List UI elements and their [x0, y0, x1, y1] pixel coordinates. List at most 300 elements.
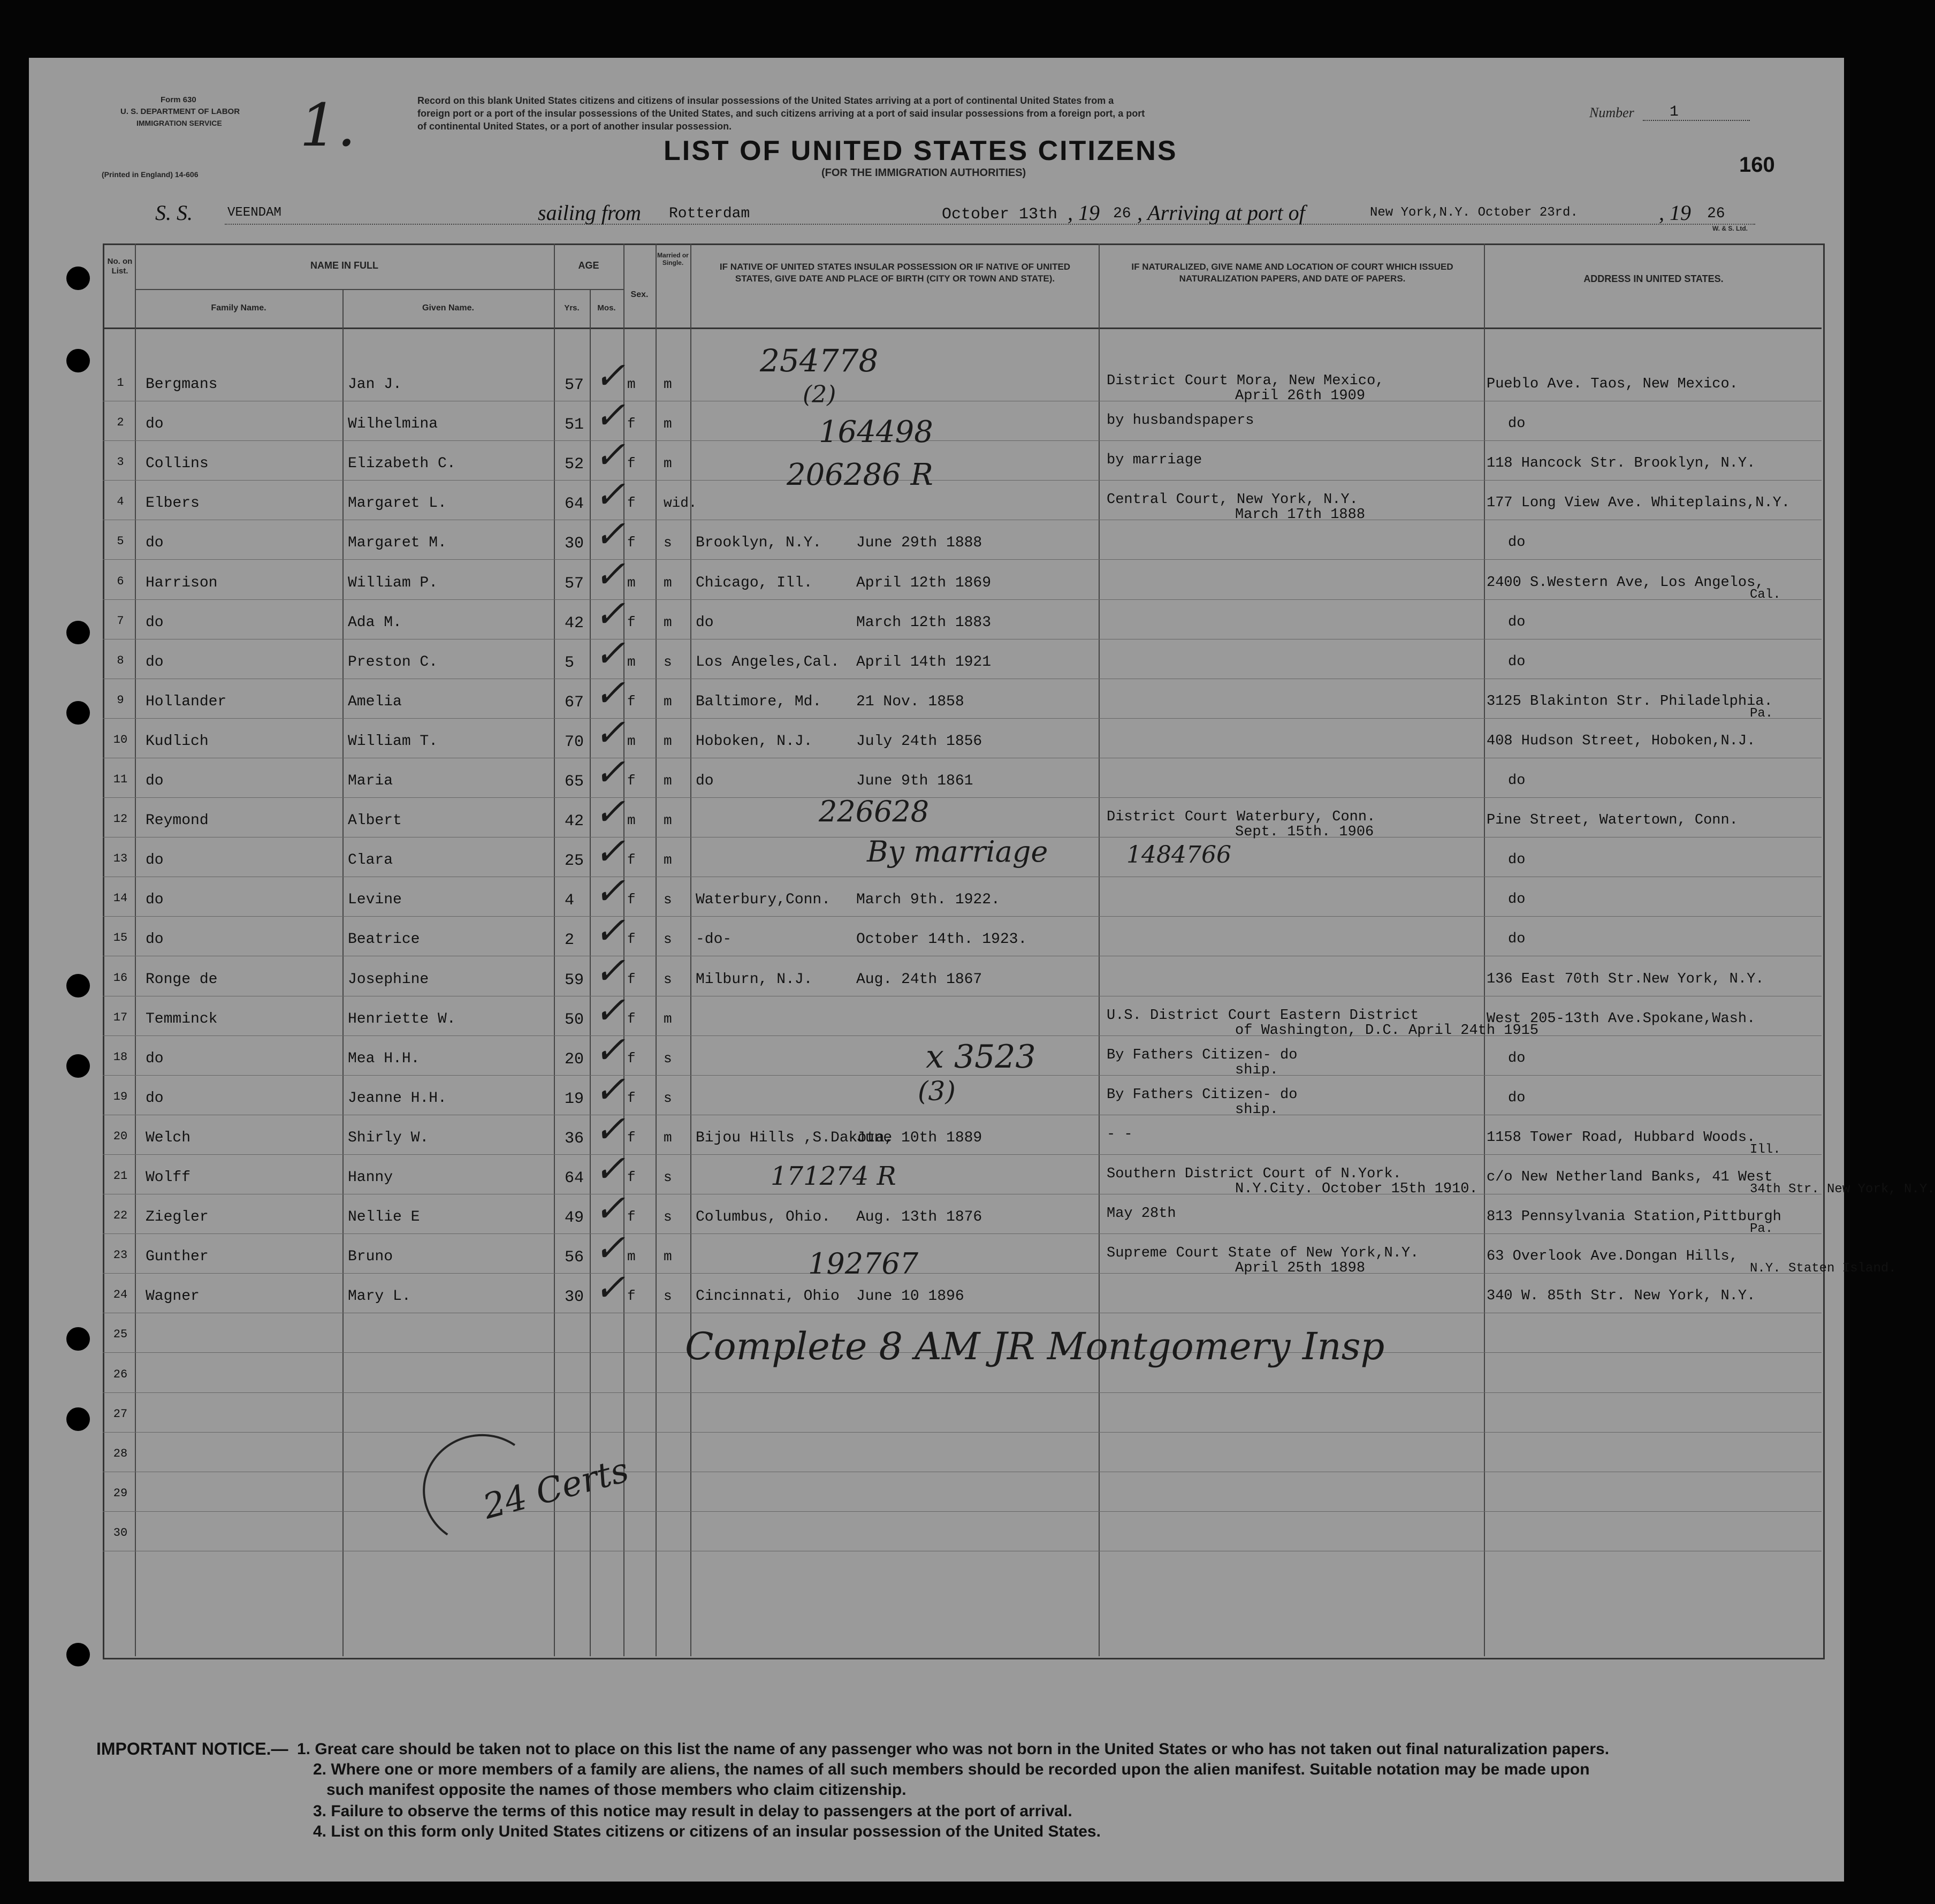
family-name: do — [146, 1050, 164, 1067]
sex: m — [627, 1248, 636, 1265]
punch-hole — [66, 1327, 90, 1351]
family-name: Hollander — [146, 693, 227, 710]
service: IMMIGRATION SERVICE — [136, 119, 222, 127]
marital-status: m — [664, 455, 672, 472]
given-name: Ada M. — [348, 614, 402, 631]
checkmark: ✓ — [594, 393, 626, 438]
checkmark: ✓ — [594, 1107, 626, 1151]
naturalization-date: March 17th 1888 — [1235, 507, 1366, 523]
age-years: 19 — [565, 1090, 584, 1108]
marital-status: s — [664, 892, 672, 908]
handwritten-note: By marriage — [867, 835, 1048, 869]
checkmark: ✓ — [594, 473, 626, 517]
page-title: LIST OF UNITED STATES CITIZENS — [664, 135, 1178, 166]
address: do — [1508, 1050, 1526, 1067]
number-value: 1 — [1670, 104, 1679, 120]
given-name: Maria — [348, 773, 393, 789]
birth-date: June 10 1896 — [856, 1288, 964, 1305]
ship-line-underline — [225, 224, 1755, 225]
column-divider — [656, 243, 657, 1656]
col-header-yrs: Yrs. — [564, 303, 580, 313]
age-years: 52 — [565, 455, 584, 474]
given-name: Bruno — [348, 1248, 393, 1266]
column-divider — [135, 243, 136, 1656]
birth-date: June 29th 1888 — [856, 535, 982, 552]
address: do — [1508, 535, 1526, 551]
birth-place: Chicago, Ill. — [696, 574, 813, 591]
sex: f — [627, 1169, 636, 1185]
row-number: 10 — [113, 733, 128, 747]
address-continued: Cal. — [1750, 587, 1781, 602]
naturalization-court: District Court Mora, New Mexico, — [1107, 373, 1384, 389]
naturalization-court: - - — [1107, 1126, 1133, 1143]
row-number: 27 — [113, 1407, 128, 1421]
address: Pine Street, Watertown, Conn. — [1487, 812, 1738, 829]
notice-item: 2. Where one or more members of a family are aliens, the names of all such members should be recorded upon the alien manifest. Suitable notation may be made upon — [313, 1761, 1590, 1778]
handwritten-cert-number: 206286 R — [787, 458, 933, 492]
row-number: 29 — [113, 1486, 128, 1500]
family-name: Harrison — [146, 574, 218, 591]
naturalization-court: By Fathers Citizen- do — [1107, 1047, 1298, 1063]
address: 813 Pennsylvania Station,Pittburgh — [1487, 1209, 1781, 1225]
sex: f — [627, 1050, 636, 1067]
sex: f — [627, 416, 636, 432]
notice-label: IMPORTANT NOTICE.— — [96, 1739, 288, 1758]
subheader-rule — [135, 289, 623, 290]
handwritten-cert-number: x 3523 — [926, 1038, 1036, 1076]
address-continued: N.Y. Staten Island. — [1750, 1261, 1896, 1276]
family-name: Reymond — [146, 812, 209, 829]
punch-hole — [66, 266, 90, 290]
table-row-rule — [103, 599, 1822, 600]
checkmark: ✓ — [594, 948, 626, 993]
age-years: 57 — [565, 376, 584, 394]
address: c/o New Netherland Banks, 41 West — [1487, 1169, 1773, 1185]
marital-status: m — [664, 1129, 672, 1146]
print-info: (Printed in England) 14-606 — [102, 170, 199, 179]
given-name: Shirly W. — [348, 1129, 429, 1146]
table-row-rule — [103, 1432, 1822, 1433]
sailing-port: Rotterdam — [669, 205, 750, 222]
naturalization-court: Central Court, New York, N.Y. — [1107, 492, 1358, 508]
instruction-line-3: of continental United States, or a port of another insular possession. — [417, 121, 732, 132]
table-header-rule — [103, 328, 1822, 329]
address: do — [1508, 614, 1526, 630]
checkmark: ✓ — [594, 1067, 626, 1111]
age-years: 51 — [565, 416, 584, 435]
birth-date: June 9th 1861 — [856, 773, 973, 789]
arrival-year: 26 — [1707, 205, 1725, 222]
birth-date: April 12th 1869 — [856, 574, 992, 591]
family-name: Bergmans — [146, 376, 218, 393]
column-divider — [1484, 243, 1485, 1656]
col-header-given: Given Name. — [422, 303, 474, 313]
row-number: 22 — [113, 1209, 128, 1223]
naturalization-court: May 28th — [1107, 1206, 1176, 1222]
row-number: 23 — [113, 1248, 128, 1262]
table-row-rule — [103, 1154, 1822, 1155]
family-name: do — [146, 773, 164, 789]
naturalization-court: by marriage — [1107, 452, 1202, 469]
sex: f — [627, 495, 636, 512]
sex: f — [627, 455, 636, 472]
handwritten-cert-number: 171274 R — [771, 1161, 896, 1191]
row-number: 13 — [113, 852, 128, 866]
marital-status: s — [664, 653, 672, 670]
naturalization-court: Supreme Court State of New York,N.Y. — [1107, 1245, 1419, 1262]
row-number: 18 — [113, 1050, 128, 1064]
sex: f — [627, 693, 636, 710]
depart-date: October 13th — [942, 205, 1058, 224]
age-years: 64 — [565, 495, 584, 514]
row-number: 8 — [117, 653, 124, 667]
row-number: 20 — [113, 1129, 128, 1143]
age-years: 42 — [565, 812, 584, 831]
family-name: do — [146, 852, 164, 869]
col-header-family: Family Name. — [211, 303, 266, 313]
ss-label: S. S. — [155, 201, 193, 225]
age-years: 25 — [565, 852, 584, 871]
family-name: do — [146, 892, 164, 909]
given-name: Wilhelmina — [348, 416, 438, 433]
family-name: do — [146, 614, 164, 631]
handwritten-cert-count: 24 Certs — [479, 1450, 633, 1527]
address: do — [1508, 1090, 1526, 1106]
col-header-mos: Mos. — [597, 303, 616, 313]
family-name: Welch — [146, 1129, 191, 1146]
given-name: Preston C. — [348, 653, 438, 671]
punch-hole — [66, 1643, 90, 1666]
given-name: Elizabeth C. — [348, 455, 456, 473]
column-divider — [342, 289, 344, 1656]
given-name: Jeanne H.H. — [348, 1090, 447, 1107]
age-years: 57 — [565, 574, 584, 593]
address: 63 Overlook Ave.Dongan Hills, — [1487, 1248, 1738, 1265]
row-number: 4 — [117, 495, 124, 509]
number-label: Number — [1589, 105, 1634, 120]
given-name: Hanny — [348, 1169, 393, 1186]
naturalization-date: April 25th 1898 — [1235, 1260, 1366, 1277]
handwritten-cert-number: 226628 — [819, 795, 930, 828]
column-divider — [590, 289, 591, 1656]
col-header-age: AGE — [578, 260, 599, 271]
naturalization-date: ship. — [1235, 1062, 1279, 1078]
table-row-rule — [103, 916, 1822, 917]
given-name: Jan J. — [348, 376, 402, 393]
birth-place: Los Angeles,Cal. — [696, 653, 840, 671]
arrival-port: New York,N.Y. October 23rd. — [1370, 205, 1578, 220]
checkmark: ✓ — [594, 552, 626, 596]
column-divider — [690, 243, 691, 1656]
marital-status: m — [664, 614, 672, 630]
family-name: Gunther — [146, 1248, 209, 1266]
given-name: Mea H.H. — [348, 1050, 420, 1067]
birth-place: Milburn, N.J. — [696, 971, 813, 988]
checkmark: ✓ — [594, 790, 626, 834]
instruction-line-2: foreign port or a port of the insular possessions of the United States, and such citizens arriving at a port of said insular possessions from a foreign port, a port — [417, 108, 1145, 119]
given-name: William T. — [348, 733, 438, 750]
address-continued: Ill. — [1750, 1142, 1781, 1157]
sex: f — [627, 931, 636, 948]
row-number: 9 — [117, 693, 124, 707]
table-row-rule — [103, 1233, 1822, 1234]
birth-place: do — [696, 773, 714, 789]
list-mark: 1. — [300, 91, 356, 159]
given-name: Levine — [348, 892, 402, 909]
birth-date: March 9th. 1922. — [856, 892, 1000, 909]
col-header-no: No. on List. — [107, 257, 133, 276]
birth-date: March 12th 1883 — [856, 614, 992, 631]
col-header-sex: Sex. — [630, 290, 649, 299]
naturalization-date: Sept. 15th. 1906 — [1235, 824, 1374, 841]
naturalization-date: of Washington, D.C. April 24th 1915 — [1235, 1022, 1539, 1039]
family-name: Ronge de — [146, 971, 218, 988]
row-number: 25 — [113, 1328, 128, 1342]
sex: f — [627, 614, 636, 630]
family-name: do — [146, 1090, 164, 1107]
table-row-rule — [103, 1273, 1822, 1274]
naturalization-court: By Fathers Citizen- do — [1107, 1086, 1298, 1103]
family-name: do — [146, 535, 164, 552]
marital-status: s — [664, 1050, 672, 1067]
arriving-label: , Arriving at port of — [1137, 201, 1305, 225]
age-years: 30 — [565, 535, 584, 553]
given-name: Beatrice — [348, 931, 420, 948]
row-number: 14 — [113, 892, 128, 905]
age-years: 20 — [565, 1050, 584, 1069]
sailing-label: sailing from — [538, 201, 641, 225]
age-years: 4 — [565, 892, 575, 910]
marital-status: m — [664, 773, 672, 789]
marital-status: m — [664, 852, 672, 869]
address: 3125 Blakinton Str. Philadelphia. — [1487, 693, 1773, 710]
address-continued: Pa. — [1750, 706, 1773, 721]
punch-hole — [66, 1054, 90, 1078]
table-row-rule — [103, 1392, 1822, 1393]
checkmark: ✓ — [594, 354, 626, 398]
age-years: 30 — [565, 1288, 584, 1307]
family-name: do — [146, 416, 164, 433]
marital-status: m — [664, 812, 672, 829]
given-name: Clara — [348, 852, 393, 869]
sex: m — [627, 376, 636, 392]
notice-item: 1. Great care should be taken not to place on this list the name of any passenger who was not born in the United States or who has not taken out final naturalization papers. — [297, 1740, 1610, 1758]
sex: m — [627, 733, 636, 749]
age-years: 42 — [565, 614, 584, 633]
birth-date: October 14th. 1923. — [856, 931, 1027, 948]
address: West 205-13th Ave.Spokane,Wash. — [1487, 1010, 1756, 1027]
age-years: 49 — [565, 1209, 584, 1228]
row-number: 16 — [113, 971, 128, 985]
birth-place: Waterbury,Conn. — [696, 892, 831, 909]
table-row-rule — [103, 1511, 1822, 1512]
sex: f — [627, 773, 636, 789]
age-years: 67 — [565, 693, 584, 712]
handwritten-cert-number: 1484766 — [1126, 841, 1231, 869]
birth-place: Hoboken, N.J. — [696, 733, 813, 750]
page-subtitle: (FOR THE IMMIGRATION AUTHORITIES) — [821, 167, 1026, 179]
given-name: Mary L. — [348, 1288, 411, 1305]
given-name: Josephine — [348, 971, 429, 988]
marital-status: s — [664, 1090, 672, 1106]
naturalization-date: April 26th 1909 — [1235, 388, 1366, 404]
sex: f — [627, 852, 636, 869]
age-years: 65 — [565, 773, 584, 791]
marital-status: m — [664, 574, 672, 591]
marital-status: s — [664, 1288, 672, 1305]
checkmark: ✓ — [594, 591, 626, 636]
sex: f — [627, 1209, 636, 1225]
marital-status: m — [664, 376, 672, 392]
naturalization-court: U.S. District Court Eastern District — [1107, 1007, 1419, 1024]
column-divider — [554, 243, 555, 1656]
row-number: 5 — [117, 535, 124, 549]
family-name: Ziegler — [146, 1209, 209, 1226]
table-row-rule — [103, 440, 1822, 441]
address: do — [1508, 852, 1526, 869]
row-number: 2 — [117, 416, 124, 430]
age-years: 56 — [565, 1248, 584, 1267]
form-number: Form 630 — [161, 95, 196, 104]
family-name: Collins — [146, 455, 209, 473]
family-name: Wolff — [146, 1169, 191, 1186]
checkmark: ✓ — [594, 909, 626, 953]
checkmark: ✓ — [594, 1027, 626, 1072]
row-number: 26 — [113, 1367, 128, 1381]
age-years: 36 — [565, 1129, 584, 1148]
checkmark: ✓ — [594, 512, 626, 557]
number-underline — [1643, 120, 1750, 121]
sex: f — [627, 1010, 636, 1027]
address: do — [1508, 931, 1526, 948]
sex: f — [627, 892, 636, 908]
naturalization-court: District Court Waterbury, Conn. — [1107, 809, 1376, 826]
col-header-birth: IF NATIVE OF UNITED STATES INSULAR POSSESSION OR IF NATIVE OF UNITED STATES, GIVE DATE AND PLACE OF BIRTH (CITY OR TOWN AND STATE). — [719, 262, 1071, 284]
age-years: 64 — [565, 1169, 584, 1187]
handwritten-note: (2) — [803, 381, 836, 408]
address: Pueblo Ave. Taos, New Mexico. — [1487, 376, 1738, 392]
col-header-address: ADDRESS IN UNITED STATES. — [1583, 273, 1724, 284]
row-number: 30 — [113, 1526, 128, 1540]
instruction-line-1: Record on this blank United States citizens and citizens of insular possessions of the United States arriving at a port of continental United States from a — [417, 95, 1114, 106]
given-name: William P. — [348, 574, 438, 591]
naturalization-date: ship. — [1235, 1101, 1279, 1118]
naturalization-court: by husbandspapers — [1107, 413, 1254, 429]
handwritten-cert-number: 254778 — [760, 342, 879, 379]
row-number: 6 — [117, 574, 124, 588]
checkmark: ✓ — [594, 671, 626, 715]
checkmark: ✓ — [594, 1266, 626, 1310]
row-number: 19 — [113, 1090, 128, 1103]
page-number: 160 — [1739, 153, 1775, 177]
punch-hole — [66, 349, 90, 372]
handwritten-cert-number: 164498 — [819, 415, 933, 450]
birth-place: Baltimore, Md. — [696, 693, 822, 710]
address: do — [1508, 416, 1526, 432]
family-name: Temminck — [146, 1010, 218, 1027]
sex: f — [627, 971, 636, 987]
row-number: 11 — [113, 773, 128, 786]
punch-hole — [66, 974, 90, 997]
checkmark: ✓ — [594, 1147, 626, 1191]
family-name: Wagner — [146, 1288, 200, 1305]
department: U. S. DEPARTMENT OF LABOR — [120, 107, 240, 116]
given-name: Henriette W. — [348, 1010, 456, 1027]
age-years: 59 — [565, 971, 584, 989]
notice-item: 4. List on this form only United States citizens or citizens of an insular possession of the United States. — [313, 1823, 1101, 1840]
address: 136 East 70th Str.New York, N.Y. — [1487, 971, 1764, 987]
row-number: 7 — [117, 614, 124, 628]
table-row-rule — [103, 797, 1822, 798]
address: do — [1508, 653, 1526, 670]
address: do — [1508, 892, 1526, 908]
given-name: Amelia — [348, 693, 402, 710]
checkmark: ✓ — [594, 988, 626, 1032]
family-name: Kudlich — [146, 733, 209, 750]
row-number: 21 — [113, 1169, 128, 1183]
col-header-name: NAME IN FULL — [310, 260, 378, 271]
depart-year-prefix: , 19 — [1068, 201, 1100, 225]
naturalization-date: N.Y.City. October 15th 1910. — [1235, 1181, 1478, 1197]
row-number: 24 — [113, 1288, 128, 1302]
table-row-rule — [103, 718, 1822, 719]
address: do — [1508, 773, 1526, 789]
birth-date: Aug. 13th 1876 — [856, 1209, 982, 1226]
given-name: Margaret M. — [348, 535, 447, 552]
age-years: 2 — [565, 931, 575, 950]
row-number: 15 — [113, 931, 128, 945]
address: 2400 S.Western Ave, Los Angelos, — [1487, 574, 1764, 591]
birth-place: do — [696, 614, 714, 631]
punch-hole — [66, 1407, 90, 1431]
notice-item: such manifest opposite the names of those members who claim citizenship. — [326, 1781, 906, 1799]
address: 408 Hudson Street, Hoboken,N.J. — [1487, 733, 1756, 749]
checkmark: ✓ — [594, 869, 626, 913]
birth-date: April 14th 1921 — [856, 653, 992, 671]
age-years: 70 — [565, 733, 584, 751]
sex: f — [627, 535, 636, 551]
sex: f — [627, 1288, 636, 1305]
row-number: 1 — [117, 376, 124, 390]
marital-status: m — [664, 733, 672, 749]
family-name: do — [146, 931, 164, 948]
checkmark: ✓ — [594, 1226, 626, 1270]
address: 177 Long View Ave. Whiteplains,N.Y. — [1487, 495, 1791, 512]
handwritten-cert-number: 192767 — [808, 1247, 919, 1281]
birth-place: Brooklyn, N.Y. — [696, 535, 822, 552]
given-name: Margaret L. — [348, 495, 447, 512]
punch-hole — [66, 701, 90, 725]
address: 1158 Tower Road, Hubbard Woods. — [1487, 1129, 1756, 1146]
birth-place: Cincinnati, Ohio — [696, 1288, 840, 1305]
address-continued: Pa. — [1750, 1222, 1773, 1237]
marital-status: s — [664, 535, 672, 551]
row-number: 3 — [117, 455, 124, 469]
table-row-rule — [103, 1035, 1822, 1036]
marital-status: s — [664, 931, 672, 948]
ship-name: VEENDAM — [227, 205, 281, 220]
birth-place: Columbus, Ohio. — [696, 1209, 831, 1226]
checkmark: ✓ — [594, 631, 626, 675]
given-name: Nellie E — [348, 1209, 420, 1226]
address-continued: 34th Str. New York, N.Y. — [1750, 1182, 1935, 1197]
handwritten-completion-note: Complete 8 AM JR Montgomery Insp — [685, 1324, 1385, 1368]
marital-status: wid. — [664, 495, 697, 512]
checkmark: ✓ — [594, 829, 626, 874]
birth-date: July 24th 1856 — [856, 733, 982, 750]
marital-status: m — [664, 1010, 672, 1027]
checkmark: ✓ — [594, 750, 626, 794]
